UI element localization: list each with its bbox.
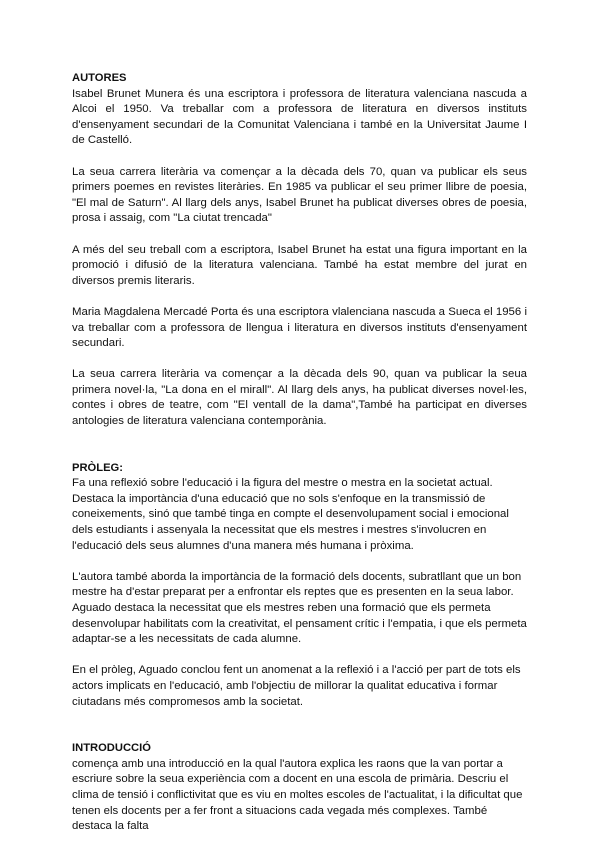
autores-paragraph-4: Maria Magdalena Mercadé Porta és una escriptora vlalenciana nascuda a Sueca el 1956 i va treballar com a professora de llengua i literatura en diversos instituts d'ensenyament secundari. xyxy=(72,305,527,350)
proleg-paragraph-3: En el pròleg, Aguado conclou fent un anomenat a la reflexió i a l'acció per part de tots els actors implicats en l'educació, amb l'objectiu de millorar la qualitat educativa i formar ciutadans més compromesos amb la societat. xyxy=(72,664,521,708)
autores-paragraph-2: La seua carrera literària va començar a la dècada dels 70, quan va publicar els seus primers poemes en revistes literàries. En 1985 va publicar el seu primer llibre de poesia, "El mal de Saturn". Al llarg dels anys, Isabel Brunet ha publicat diverses obres de poesia, prosa i assaig, com "La ciutat trencada" xyxy=(72,165,527,225)
heading-introduccio: INTRODUCCIÓ xyxy=(72,742,151,755)
introduccio-paragraph-1: comença amb una introducció en la qual l'autora explica les raons que la van portar a escriure sobre la seua experiència com a docent en una escola de primària. Descriu el clima de tensió i conflictivitat que es viu en moltes escoles de l'actualitat, i la dificultat que tenen els docents per a fer front a situacions cada vegada més complexes. També destaca la falta xyxy=(72,757,523,833)
proleg-paragraph-2: L'autora també aborda la importància de la formació dels docents, subratllant que un bon mestre ha d'estar preparat per a enfrontar els reptes que es presenten en la seua labor. Aguado destaca la necessitat que els mestres reben una formació que els permeta desenvolupar habilitats com la creativitat, el pensament crític i l'empatia, i que els permeta adaptar-se a les necessitats de cada alumne. xyxy=(72,570,527,646)
autores-paragraph-3: A més del seu treball com a escriptora, Isabel Brunet ha estat una figura important en la promoció i difusió de la literatura valenciana. També ha estat membre del jurat en diversos premis literaris. xyxy=(72,243,527,287)
heading-proleg: PRÒLEG: xyxy=(72,461,123,474)
autores-paragraph-5: La seua carrera literària va començar a la dècada dels 90, quan va publicar la seua primera novel·la, "La dona en el mirall". Al llarg dels anys, ha publicat diverses novel·les, contes i obres de teatre, com "El ventall de la dama",També ha participat en diverses antologies de literatura valenciana contemporània. xyxy=(72,368,527,428)
document-body xyxy=(72,71,527,835)
proleg-paragraph-1: Fa una reflexió sobre l'educació i la figura del mestre o mestra en la societat actual. Destaca la importància d'una educació que no sols s'enfoque en la transmissió de coneixements, sinó que també tinga en compte el desenvolupament social i emocional dels estudiants i assenyala la necessitat que els mestres i mestres s'involucren en l'educació dels seus alumnes d'una manera més humana i pròxima. xyxy=(72,477,509,552)
heading-autores: AUTORES xyxy=(72,72,127,84)
autores-paragraph-1: Isabel Brunet Munera és una escriptora i professora de literatura valenciana nascuda a Alcoi el 1950. Va treballar com a professora de literatura en diversos instituts d'ensenyament secundari de la Comunitat Valenciana i també en la Universitat Jaume I de Castelló. xyxy=(72,87,527,147)
